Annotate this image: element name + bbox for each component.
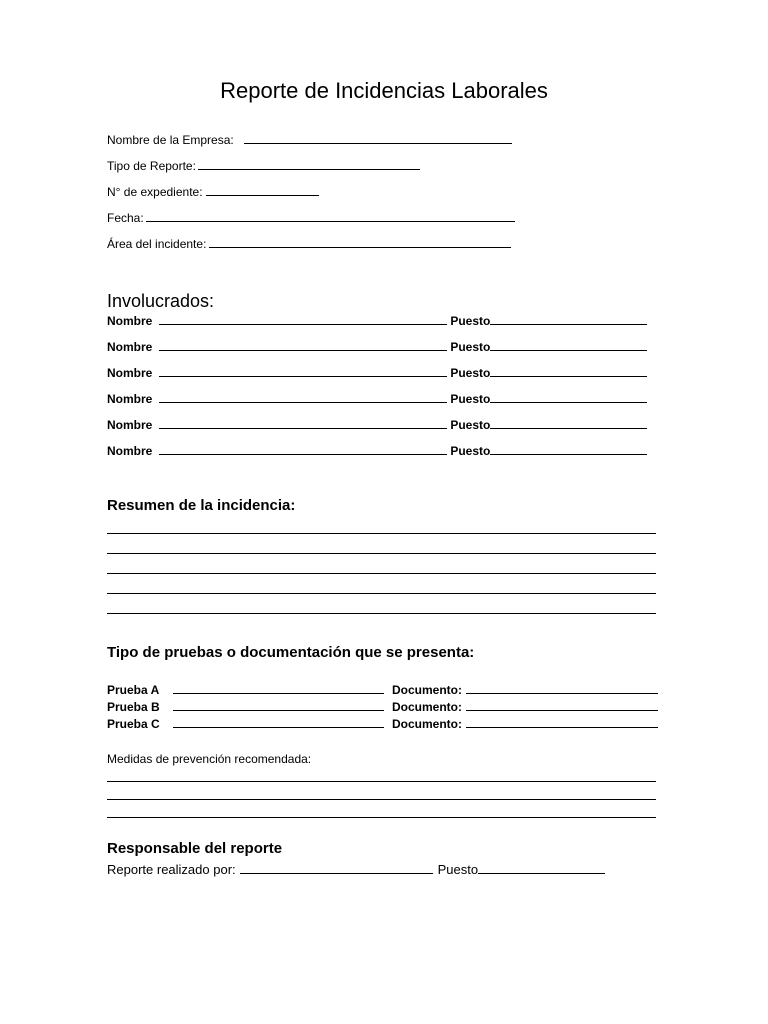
prueba-c-field[interactable] (173, 726, 384, 728)
nombre-label: Nombre (107, 340, 153, 354)
puesto-label: Puesto (450, 392, 491, 406)
resumen-heading: Resumen de la incidencia: (107, 497, 296, 514)
fecha-field[interactable] (146, 220, 515, 222)
responsable-puesto-field[interactable] (478, 872, 605, 874)
prueba-row (107, 700, 658, 714)
nombre-field[interactable] (159, 427, 447, 429)
medidas-label: Medidas de prevención recomendada: (107, 752, 312, 766)
empresa-label: Nombre de la Empresa: (107, 133, 234, 147)
puesto-field[interactable] (490, 323, 647, 325)
area-label: Área del incidente: (107, 237, 207, 251)
medidas-line[interactable] (107, 799, 656, 800)
responsable-puesto-label: Puesto (437, 862, 479, 877)
responsable-heading: Responsable del reporte (107, 840, 283, 857)
prueba-a-field[interactable] (173, 692, 384, 694)
nombre-field[interactable] (159, 453, 447, 455)
involucrado-row (107, 340, 647, 354)
fecha-label: Fecha: (107, 211, 144, 225)
empresa-field[interactable] (244, 142, 512, 144)
involucrado-row (107, 314, 647, 328)
puesto-field[interactable] (490, 427, 647, 429)
puesto-field[interactable] (490, 375, 647, 377)
documento-c-field[interactable] (466, 726, 658, 728)
documento-label: Documento: (392, 683, 462, 697)
pruebas-heading: Tipo de pruebas o documentación que se presenta: (107, 644, 475, 661)
resumen-line[interactable] (107, 553, 656, 554)
involucrado-row (107, 444, 647, 458)
medidas-row (107, 752, 311, 766)
fecha-row (107, 211, 515, 225)
tipo-field[interactable] (198, 168, 420, 170)
nombre-field[interactable] (159, 375, 447, 377)
nombre-label: Nombre (107, 418, 153, 432)
nombre-field[interactable] (159, 401, 447, 403)
puesto-field[interactable] (490, 453, 647, 455)
involucrado-row (107, 418, 647, 432)
prueba-c-label: Prueba C (107, 717, 160, 731)
nombre-field[interactable] (159, 349, 447, 351)
nombre-field[interactable] (159, 323, 447, 325)
prueba-b-field[interactable] (173, 709, 384, 711)
involucrado-row (107, 366, 647, 380)
realizado-por-label: Reporte realizado por: (107, 862, 236, 877)
prueba-row (107, 717, 658, 731)
nombre-label: Nombre (107, 366, 153, 380)
puesto-label: Puesto (450, 366, 491, 380)
realizado-por-field[interactable] (240, 872, 433, 874)
responsable-row (107, 862, 605, 877)
area-field[interactable] (209, 246, 511, 248)
nombre-label: Nombre (107, 314, 153, 328)
nombre-label: Nombre (107, 392, 153, 406)
nombre-label: Nombre (107, 444, 153, 458)
involucrado-row (107, 392, 647, 406)
page-title: Reporte de Incidencias Laborales (220, 78, 548, 103)
empresa-row (107, 133, 512, 147)
tipo-row (107, 159, 420, 173)
prueba-b-label: Prueba B (107, 700, 160, 714)
prueba-a-label: Prueba A (107, 683, 160, 697)
prueba-row (107, 683, 658, 697)
medidas-line[interactable] (107, 817, 656, 818)
puesto-label: Puesto (450, 340, 491, 354)
documento-b-field[interactable] (466, 709, 658, 711)
documento-a-field[interactable] (466, 692, 658, 694)
involucrados-heading: Involucrados: (107, 291, 215, 311)
medidas-line[interactable] (107, 781, 656, 782)
expediente-label: N° de expediente: (107, 185, 203, 199)
puesto-field[interactable] (490, 401, 647, 403)
puesto-label: Puesto (450, 418, 491, 432)
resumen-line[interactable] (107, 573, 656, 574)
tipo-label: Tipo de Reporte: (107, 159, 196, 173)
resumen-line[interactable] (107, 613, 656, 614)
documento-label: Documento: (392, 700, 462, 714)
puesto-label: Puesto (450, 314, 491, 328)
resumen-line[interactable] (107, 533, 656, 534)
puesto-label: Puesto (450, 444, 491, 458)
expediente-field[interactable] (206, 194, 319, 196)
area-row (107, 237, 511, 251)
documento-label: Documento: (392, 717, 462, 731)
expediente-row (107, 185, 319, 199)
puesto-field[interactable] (490, 349, 647, 351)
resumen-line[interactable] (107, 593, 656, 594)
